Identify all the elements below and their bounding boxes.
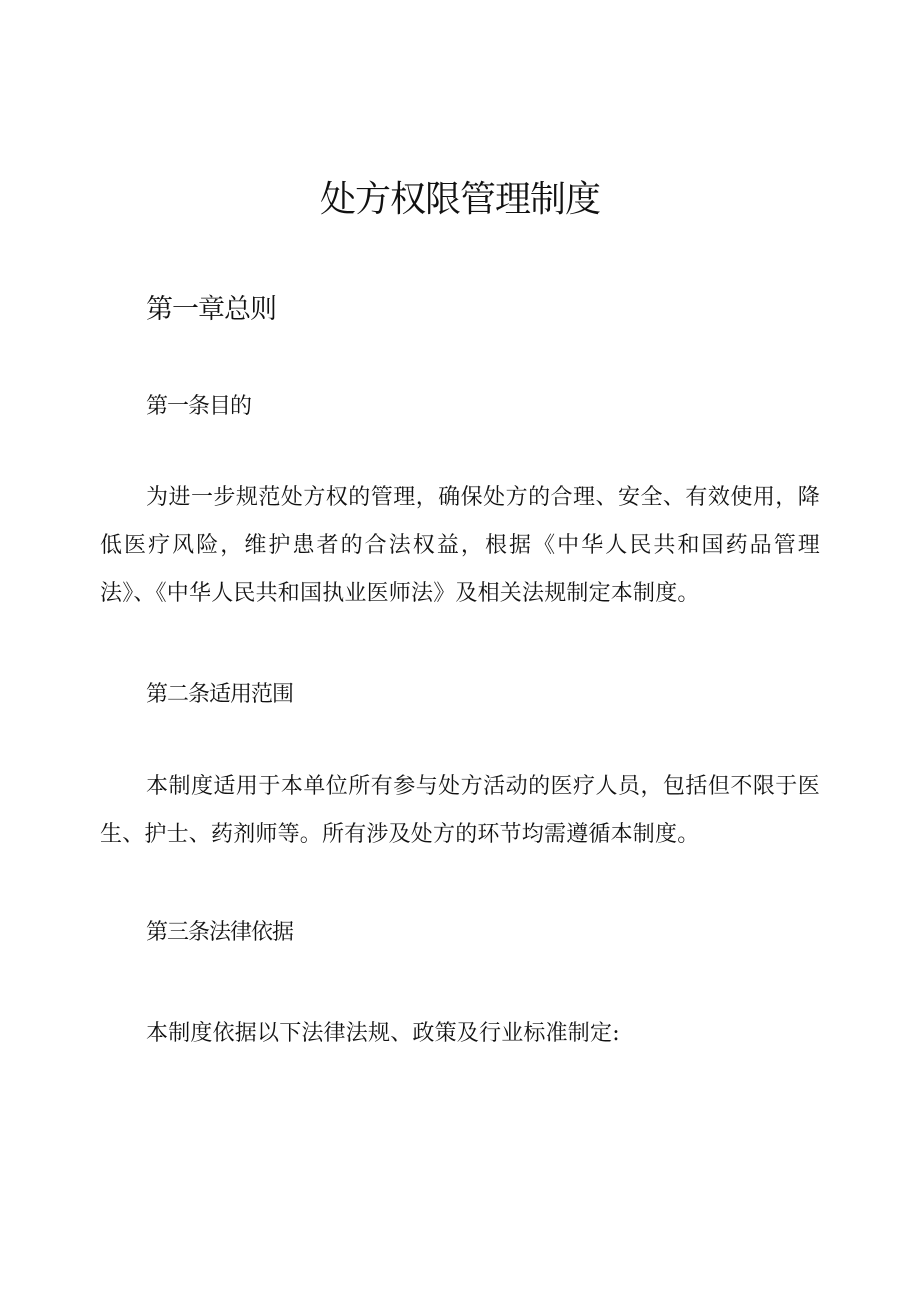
article-3-heading: 第三条法律依据 (146, 920, 294, 945)
article-2-heading: 第二条适用范围 (146, 682, 294, 707)
article-3-body: 本制度依据以下法律法规、政策及行业标准制定: (146, 1021, 620, 1046)
article-1-heading: 第一条目的 (146, 394, 252, 419)
chapter-heading: 第一章总则 (146, 294, 276, 325)
article-2-body: 本制度适用于本单位所有参与处方活动的医疗人员，包括但不限于医生、护士、药剂师等。所有涉及处方的环节均需遵循本制度。 (100, 774, 820, 847)
document-title: 处方权限管理制度 (319, 179, 600, 220)
article-1-body: 为进一步规范处方权的管理，确保处方的合理、安全、有效使用，降低医疗风险，维护患者的合法权益，根据《中华人民共和国药品管理法》、《中华人民共和国执业医师法》及相关法规制定本制度。 (100, 485, 820, 606)
